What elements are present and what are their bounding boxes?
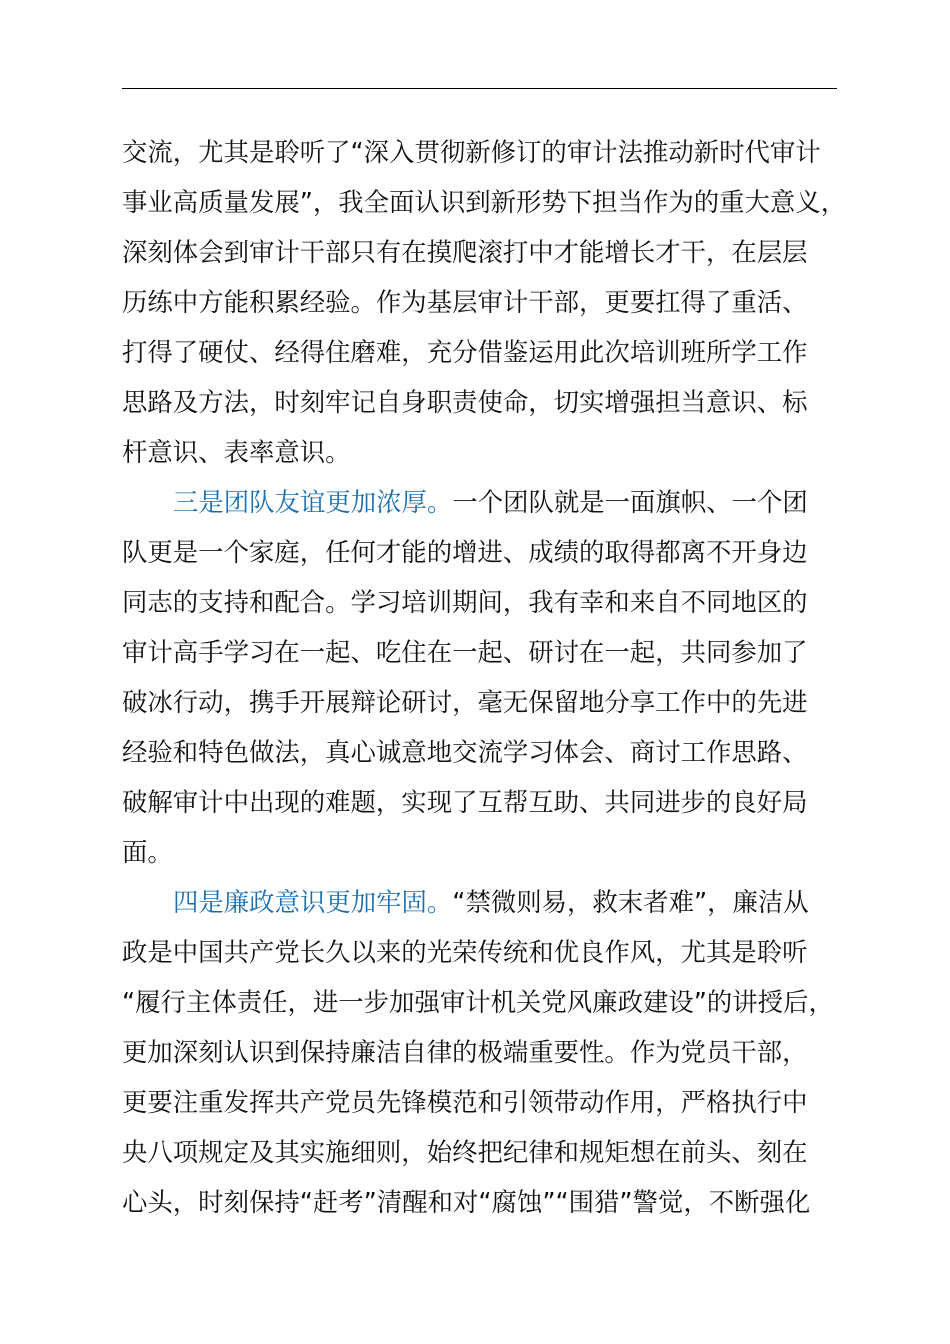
text-line: 政是中国共产党长久以来的光荣传统和优良作风，尤其是聆听 (122, 937, 808, 967)
text-line: 深刻体会到审计干部只有在摸爬滚打中才能增长才干，在层层 (122, 237, 808, 267)
text-run: “禁微则易，救末者难”，廉洁从 (452, 887, 809, 917)
paragraph-1 (122, 127, 847, 477)
text-run: 一个团队就是一面旗帜、一个团 (452, 487, 808, 517)
text-line: 央八项规定及其实施细则，始终把纪律和规矩想在前头、刻在 (122, 1137, 808, 1167)
text-line: 面。 (122, 837, 173, 867)
text-line: 更要注重发挥共产党员先锋模范和引领带动作用，严格执行中 (122, 1087, 808, 1117)
text-line: “履行主体责任，进一步加强审计机关党风廉政建设”的讲授后， (122, 987, 834, 1017)
text-line: 思路及方法，时刻牢记自身职责使命，切实增强担当意识、标 (122, 387, 808, 417)
paragraph-first-line (122, 477, 837, 527)
text-line: 破冰行动，携手开展辩论研讨，毫无保留地分享工作中的先进 (122, 687, 808, 717)
text-line: 破解审计中出现的难题，实现了互帮互助、共同进步的良好局 (122, 787, 808, 817)
text-line: 经验和特色做法，真心诚意地交流学习体会、商讨工作思路、 (122, 737, 808, 767)
text-line: 历练中方能积累经验。作为基层审计干部，更要扛得了重活、 (122, 287, 808, 317)
text-line: 交流，尤其是聆听了“深入贯彻新修订的审计法推动新时代审计 (122, 137, 821, 167)
header-rule (122, 88, 837, 89)
text-line: 杆意识、表率意识。 (122, 437, 351, 467)
text-line: 更加深刻认识到保持廉洁自律的极端重要性。作为党员干部， (122, 1037, 808, 1067)
paragraph-heading: 四是廉政意识更加牢固。 (173, 887, 453, 917)
paragraph-2 (122, 477, 837, 877)
text-line: 打得了硬仗、经得住磨难，充分借鉴运用此次培训班所学工作 (122, 337, 808, 367)
text-line: 审计高手学习在一起、吃住在一起、研讨在一起，共同参加了 (122, 637, 808, 667)
paragraph-first-line (122, 877, 837, 927)
paragraph-3 (122, 877, 837, 1227)
document-body (122, 127, 847, 1227)
text-line: 事业高质量发展”，我全面认识到新形势下担当作为的重大意义， (122, 187, 847, 217)
paragraph-heading: 三是团队友谊更加浓厚。 (173, 487, 453, 517)
text-line: 同志的支持和配合。学习培训期间，我有幸和来自不同地区的 (122, 587, 808, 617)
text-line: 心头，时刻保持“赶考”清醒和对“腐蚀”“围猎”警觉，不断强化 (122, 1187, 811, 1217)
text-line: 队更是一个家庭，任何才能的增进、成绩的取得都离不开身边 (122, 537, 808, 567)
